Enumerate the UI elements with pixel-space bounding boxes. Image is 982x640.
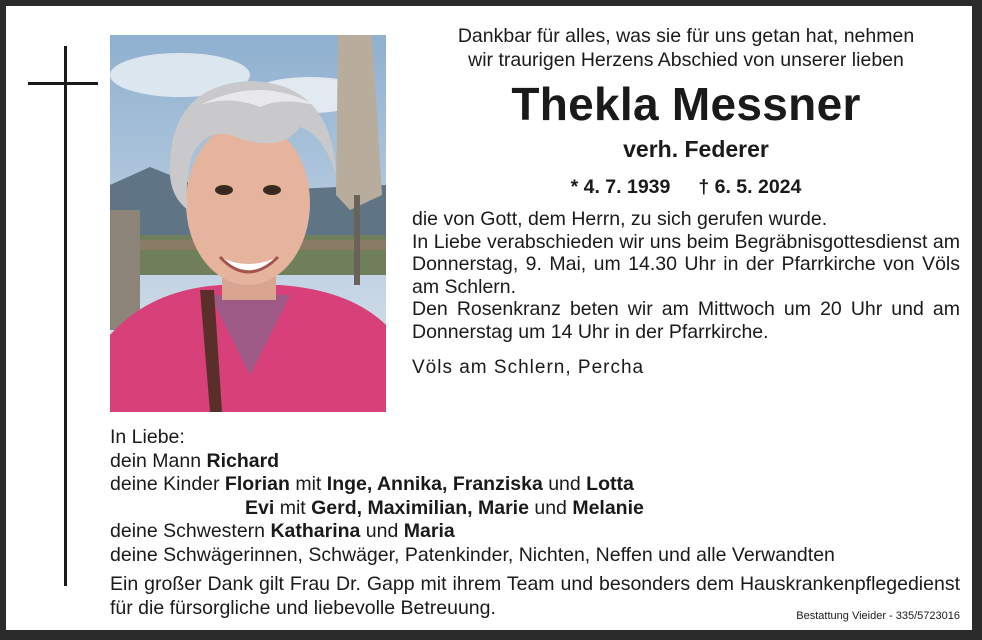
funeral-home-credit: Bestattung Vieider - 335/5723016 [796, 610, 960, 622]
married-name: verh. Federer [623, 136, 769, 162]
grandchildren-names: Gerd, Maximilian, Marie [311, 496, 529, 519]
grandchild-name: Lotta [586, 473, 634, 495]
rosary-text: Den Rosenkranz beten wir am Mittwoch um 20 Uhr und am Donnerstag um 14 Uhr in der Pfarrkirche. [412, 298, 960, 343]
intro-line-1: Dankbar für alles, was sie für uns getan hat, nehmen [457, 25, 915, 47]
children-prefix: deine Kinder [110, 473, 225, 495]
birth-date: * 4. 7. 1939 [570, 176, 671, 198]
called-to-god-text: die von Gott, dem Herrn, zu sich gerufen wurde. [412, 208, 828, 230]
relatives-row: deine Schwägerinnen, Schwäger, Patenkinder, Nichten, Neffen und alle Verwandten [110, 543, 835, 566]
mourners-heading: In Liebe: [110, 426, 185, 448]
mourners-list [110, 426, 960, 567]
husband-row [110, 450, 960, 474]
connector: und [360, 520, 404, 542]
intro-text [412, 24, 960, 72]
intro-line-2: wir traurigen Herzens Abschied von unserer lieben [468, 49, 904, 71]
sister-name: Maria [403, 520, 455, 542]
child-name: Evi [245, 496, 275, 519]
connector: mit [274, 496, 312, 519]
grandchild-name: Melanie [572, 496, 644, 519]
thanks-text: Ein großer Dank gilt Frau Dr. Gapp mit ihrem Team und besonders dem Hauskrankenpflegedienst für die fürsorgliche und liebevolle Betreuung. [110, 573, 960, 619]
children-row-1 [110, 473, 960, 497]
connector: und [542, 473, 587, 495]
children-row-2 [110, 497, 960, 521]
grandchildren-names: Inge, Annika, Franziska [326, 473, 543, 495]
child-name: Florian [224, 473, 290, 495]
obituary-card [6, 6, 972, 630]
portrait-photo [110, 35, 386, 412]
place-text: Völs am Schlern, Percha [412, 357, 645, 378]
sisters-prefix: deine Schwestern [110, 520, 271, 542]
cross-icon-bar [28, 82, 98, 85]
husband-name: Richard [206, 449, 280, 472]
cross-icon [64, 46, 67, 586]
deceased-name: Thekla Messner [511, 78, 861, 130]
sister-name: Katharina [270, 520, 361, 542]
service-details [412, 208, 960, 343]
life-dates [412, 174, 960, 200]
announcement-text [412, 24, 960, 379]
death-date: † 6. 5. 2024 [698, 176, 802, 198]
sisters-row [110, 520, 960, 544]
connector: und [528, 496, 573, 519]
funeral-text: In Liebe verabschieden wir uns beim Begräbnisgottesdienst am Donnerstag, 9. Mai, um 14.30 Uhr in der Pfarrkirche von Völs am Schlern. [412, 230, 960, 298]
husband-prefix: dein Mann [110, 449, 207, 472]
connector: mit [289, 473, 327, 495]
